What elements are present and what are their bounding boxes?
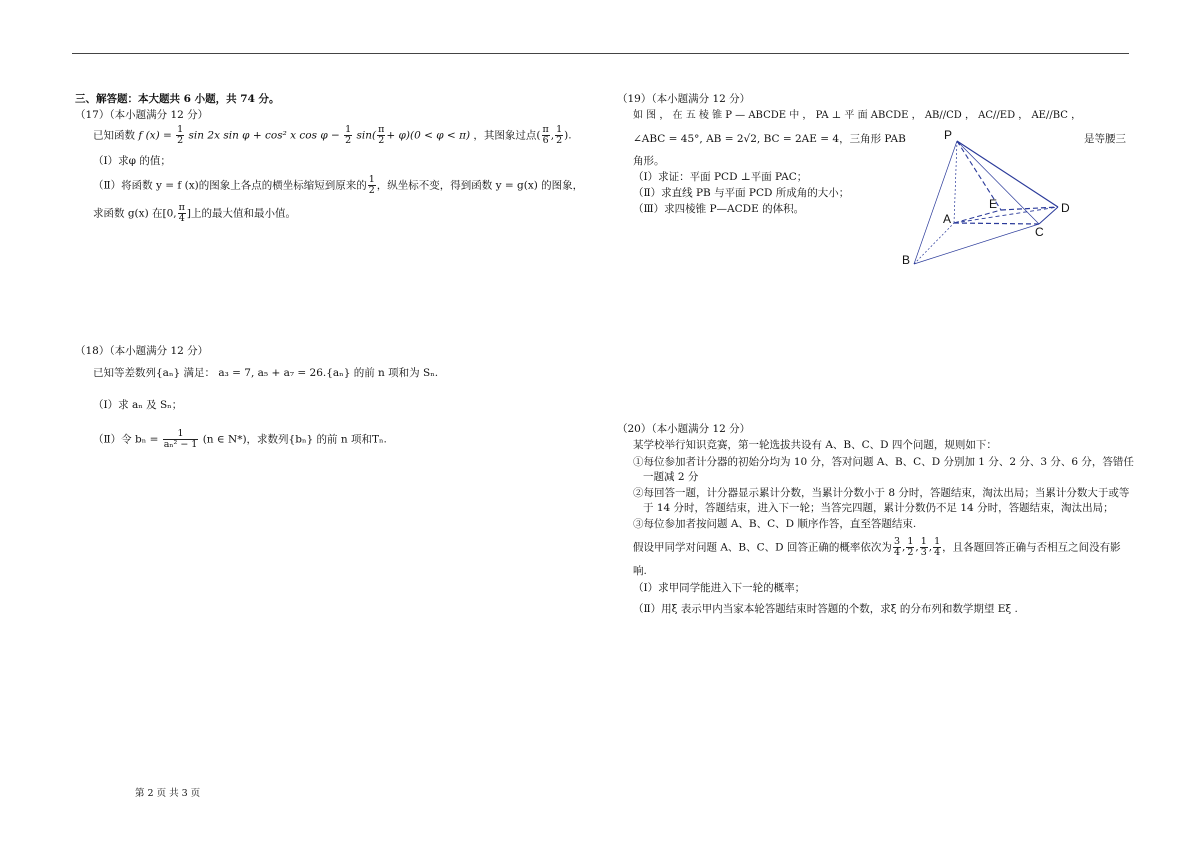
- vertex-label-b: B: [902, 253, 911, 267]
- q19-part3: （Ⅲ）求四棱锥 P—ACDE 的体积。: [633, 203, 805, 215]
- vertex-label-d: D: [1061, 201, 1070, 215]
- q17-part2: [93, 175, 583, 196]
- q17-frac-1: $\frac{1}{2}$: [177, 124, 184, 146]
- vertex-label-c: C: [1035, 225, 1044, 239]
- vertex-label-a: A: [943, 212, 952, 226]
- q20-rule2: ②每回答一题，计分器显示累计分数，当累计分数小于 8 分时，答题结束，淘汰出局；当累计分数大于或等: [633, 487, 1130, 499]
- q19-statement-2: ∠ABC = 45°, AB = 2√2, BC = 2AE = 4，三角形 PAB: [633, 133, 906, 145]
- edge-bc: [914, 224, 1039, 264]
- q17-part2-a: （Ⅱ）将函数 y = f (x)的图象上各点的横坐标缩短到原来的: [93, 179, 367, 192]
- q20-rule1-cont: 一题减 2 分: [643, 471, 699, 483]
- edge-ae: [954, 210, 1001, 223]
- q17-part2-b: ，纵坐标不变，得到函数 y = g(x) 的图象，: [376, 179, 584, 192]
- q20-rule2-cont: 于 14 分时，答题结束，进入下一轮；当答完四题，累计分数仍不足 14 分时，答题结束，淘汰出局；: [643, 502, 1114, 514]
- q20-probabilities: $\frac{3}{4}$ , $\frac{1}{2}$ , $\frac{1}{3}$ , $\frac{1}{4}$: [893, 536, 941, 558]
- q19-part2: （Ⅱ）求直线 PB 与平面 PCD 所成角的大小；: [633, 187, 850, 199]
- pyramid-figure: [897, 129, 1087, 267]
- q18-part2-b: (n ∈ N*)，求数列{bₙ} 的前 n 项和Tₙ.: [202, 433, 387, 446]
- q17-fx: f (x) =: [138, 129, 176, 142]
- q20-part1: （Ⅰ）求甲同学能进入下一轮的概率；: [633, 582, 806, 594]
- q20-assume-a: 假设甲同学对问题 A、B、C、D 回答正确的概率依次为: [633, 541, 892, 554]
- page-footer: 第 2 页 共 3 页: [135, 788, 201, 799]
- q19-statement-2b: 是等腰三: [1084, 133, 1126, 145]
- q20-assumption: [633, 537, 1121, 558]
- q20-part2: （Ⅱ）用ξ 表示甲内当家本轮答题结束时答题的个数，求ξ 的分布列和数学期望 Eξ .: [633, 603, 1018, 615]
- q20-probability-fraction: $\frac{3}{4}$: [893, 536, 900, 558]
- q18-statement: 已知等差数列{aₙ} 满足： a₃ = 7, a₅ + a₇ = 26.{aₙ} 的前 n 项和为 Sₙ.: [93, 367, 439, 379]
- q19-statement: 如 图 ， 在 五 棱 锥 P — ABCDE 中 ， PA ⊥ 平 面 ABCDE ， AB//CD ， AC//ED ， AE//BC ，: [633, 110, 1082, 121]
- q17-part2-d: ]上的最大值和最小值。: [186, 207, 296, 220]
- q20-intro: 某学校举行知识竞赛，第一轮选拔共设有 A、B、C、D 四个问题，规则如下：: [633, 439, 997, 451]
- page-top-rule: [72, 53, 1129, 54]
- q17-part2-frac: $\frac{1}{2}$: [368, 174, 375, 196]
- q17-header: （17）（本小题满分 12 分）: [75, 109, 209, 121]
- q17-frac-2: $\frac{1}{2}$: [345, 124, 352, 146]
- vertex-label-e: E: [989, 197, 998, 211]
- edge-ac: [954, 223, 1039, 224]
- edge-pb: [914, 141, 957, 264]
- q18-part2: [93, 429, 387, 450]
- edge-ed: [1001, 207, 1058, 210]
- q17-frac-3: $\frac{\pi}{2}$: [378, 124, 385, 146]
- q17-part1: （Ⅰ）求φ 的值；: [93, 155, 171, 167]
- vertex-label-p: P: [944, 129, 953, 142]
- pyramid-edges: [914, 141, 1058, 264]
- q17-suffix: ，其图象过点(: [473, 129, 541, 142]
- q18-part2-frac: $\frac{1}{\text{aₙ² − 1}}$: [163, 428, 198, 450]
- q19-statement-3: 角形。: [633, 155, 665, 167]
- q17-point-x: $\frac{\pi}{6}$: [542, 124, 549, 146]
- q17-part2-cont: [93, 203, 296, 224]
- q20-probability-fraction: $\frac{1}{4}$: [934, 536, 941, 558]
- q18-part1: （Ⅰ）求 aₙ 及 Sₙ；: [93, 399, 183, 411]
- q17-mid: sin 2x sin φ + cos² x cos φ −: [188, 129, 344, 142]
- q20-rule1: ①每位参加者计分器的初始分均为 10 分，答对问题 A、B、C、D 分别加 1 分、2 分、3 分、6 分，答错任: [633, 456, 1134, 468]
- q20-header: （20）（本小题满分 12 分）: [617, 423, 751, 435]
- edge-pa: [954, 141, 957, 223]
- q17-prefix: 已知函数: [93, 129, 135, 142]
- edge-cd: [1039, 207, 1058, 224]
- q20-probability-fraction: $\frac{1}{3}$: [920, 536, 927, 558]
- q17-end: ).: [564, 129, 572, 142]
- q17-part2-c-frac: $\frac{\pi}{4}$: [178, 202, 185, 224]
- q20-rule3: ③每位参加者按问题 A、B、C、D 顺序作答，直至答题结束.: [633, 518, 917, 530]
- q20-probability-fraction: $\frac{1}{2}$: [907, 536, 914, 558]
- q19-part1: （Ⅰ）求证：平面 PCD ⊥平面 PAC；: [633, 171, 808, 183]
- q17-statement: 已知函数 f (x) = $\frac{1}{2}$ sin 2x sin φ + cos² x cos φ − $\frac{1}{2}$ sin( $\frac{\pi}{2}$ + φ)(0 < φ < π) ，其图象过点( $\frac{\pi}{6}$ , $\frac{1}{2}$ ).: [93, 124, 572, 146]
- q17-part2-c: 求函数 g(x) 在[0,: [93, 207, 177, 220]
- q19-header: （19）（本小题满分 12 分）: [617, 93, 751, 105]
- q17-tail: + φ)(0 < φ < π): [386, 129, 471, 142]
- q20-assumption-cont: 响.: [633, 565, 647, 577]
- q18-header: （18）（本小题满分 12 分）: [75, 345, 209, 357]
- q20-assume-b: ，且各题回答正确与否相互之间没有影: [942, 541, 1121, 554]
- q17-sin: sin(: [356, 129, 377, 142]
- q17-point-y: $\frac{1}{2}$: [556, 124, 563, 146]
- q18-part2-a: （Ⅱ）令 bₙ =: [93, 433, 159, 446]
- edge-pd: [957, 141, 1058, 207]
- section-title: 三、解答题：本大题共 6 小题，共 74 分。: [75, 93, 280, 105]
